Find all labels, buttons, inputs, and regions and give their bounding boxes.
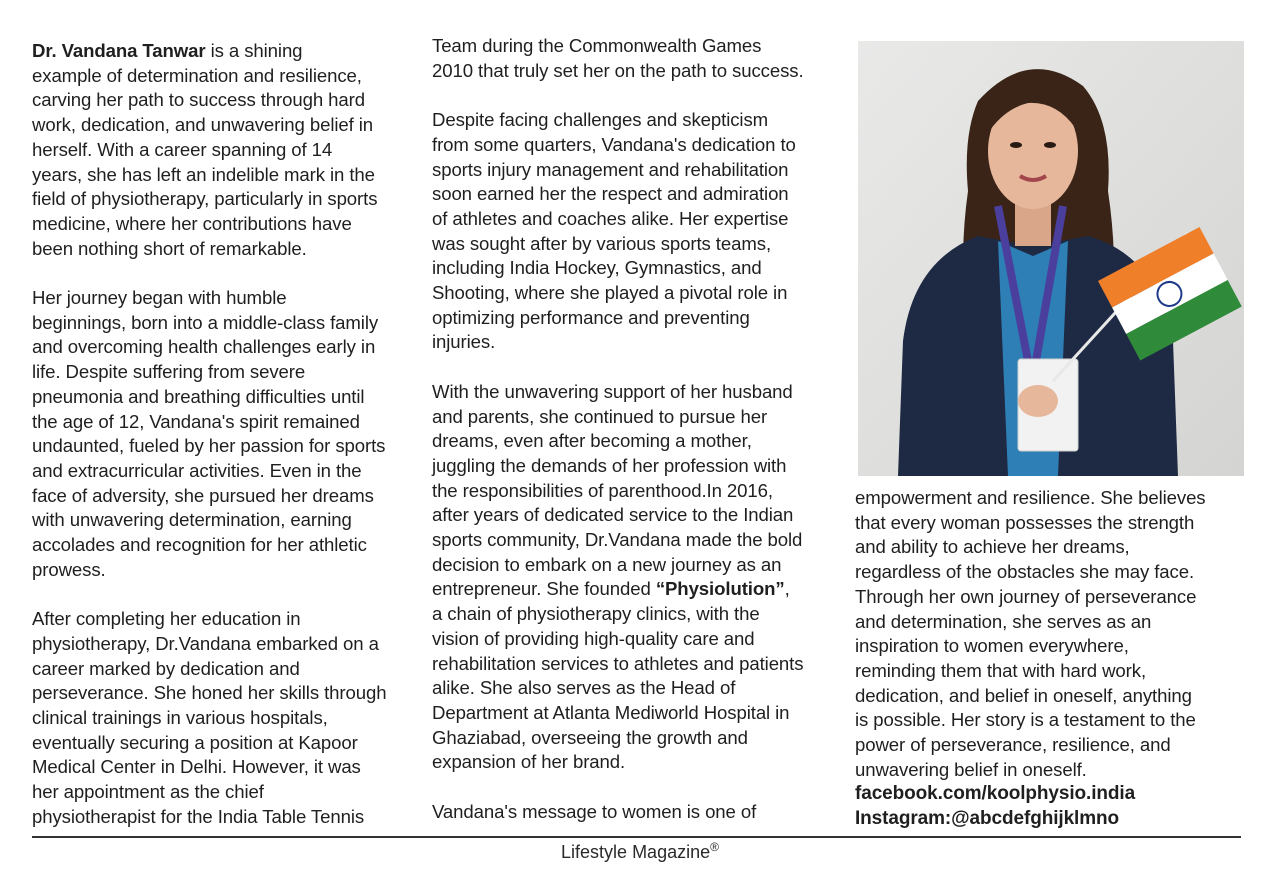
entrepreneur-text-a: With the unwavering support of her husband and parents, she continued to pursue her dreams, even after becoming a mother, juggling the demands of her profession with the responsibilities of parenthood.In 2016, after years of dedicated service to the Indian sports community, Dr.Vandana made the bold decision to embark on a new journey as an entrepreneur. She founded	[432, 380, 803, 600]
article-column-2	[432, 34, 852, 824]
magazine-footer	[0, 840, 1280, 863]
portrait-photo	[858, 41, 1244, 476]
facebook-link[interactable]: facebook.com/koolphysio.india	[855, 783, 1136, 805]
intro-text: is a shining example of determination and resilience, carving her path to success through hard work, dedication, and unwavering belief in herself. With a career spanning of 14 years, she has left an indelible mark in the field of physiotherapy, particularly in sports medicine, where her contributions have been nothing short of remarkable.	[32, 40, 378, 259]
registered-mark: ®	[710, 840, 719, 854]
commonwealth-paragraph: Team during the Commonwealth Games 2010 that truly set her on the path to success.	[432, 35, 804, 81]
entrepreneur-text-b: , a chain of physiotherapy clinics, with the vision of providing high-quality care and rehabilitation services to athletes and patients alike. She also serves as the Head of Department at Atlanta Mediworld Hospital in Ghaziabad, overseeing the growth and expansion of her brand.	[432, 578, 804, 773]
footer-divider	[32, 836, 1241, 838]
empowerment-paragraph: empowerment and resilience. She believes that every woman possesses the strength and ability to achieve her dreams, regardless of the obstacles she may face. Through her own journey of perseverance and determination, she serves as an inspiration to women everywhere, reminding them that with hard work, dedication, and belief in oneself, anything is possible. Her story is a testament to the power of perseverance, resilience, and unwavering belief in oneself.	[855, 487, 1206, 780]
portrait-illustration	[858, 41, 1244, 476]
brand-name: “Physiolution”	[655, 578, 785, 600]
article-column-1	[32, 39, 432, 829]
journey-paragraph: Her journey began with humble beginnings, born into a middle-class family and overcoming health challenges early in life. Despite suffering from severe pneumonia and breathing difficulties until the age of 12, Vandana's spirit remained undaunted, fueled by her passion for sports and extracurricular activities. Even in the face of adversity, she pursued her dreams with unwavering determination, earning accolades and recognition for her athletic prowess.	[32, 287, 386, 580]
magazine-name: Lifestyle Magazine	[561, 842, 711, 862]
entrepreneur-paragraph	[432, 380, 852, 775]
education-paragraph: After completing her education in physiotherapy, Dr.Vandana embarked on a career marked by dedication and perseverance. She honed her skills through clinical trainings in various hospitals, eventually securing a position at Kapoor Medical Center in Delhi. However, it was her appointment as the chief physiotherapist for the India Table Tennis	[32, 608, 387, 827]
author-name: Dr. Vandana Tanwar	[32, 40, 206, 61]
instagram-handle[interactable]: Instagram:@abcdefghijklmno	[855, 808, 1120, 830]
message-paragraph: Vandana's message to women is one of	[432, 800, 757, 822]
article-column-3	[855, 486, 1255, 832]
expertise-paragraph: Despite facing challenges and skepticism from some quarters, Vandana's dedication to sports injury management and rehabilitation soon earned her the respect and admiration of athletes and coaches alike. Her expertise was sought after by various sports teams, including India Hockey, Gymnastics, and Shooting, where she played a pivotal role in optimizing performance and preventing injuries.	[432, 109, 796, 353]
intro-paragraph	[32, 39, 432, 261]
